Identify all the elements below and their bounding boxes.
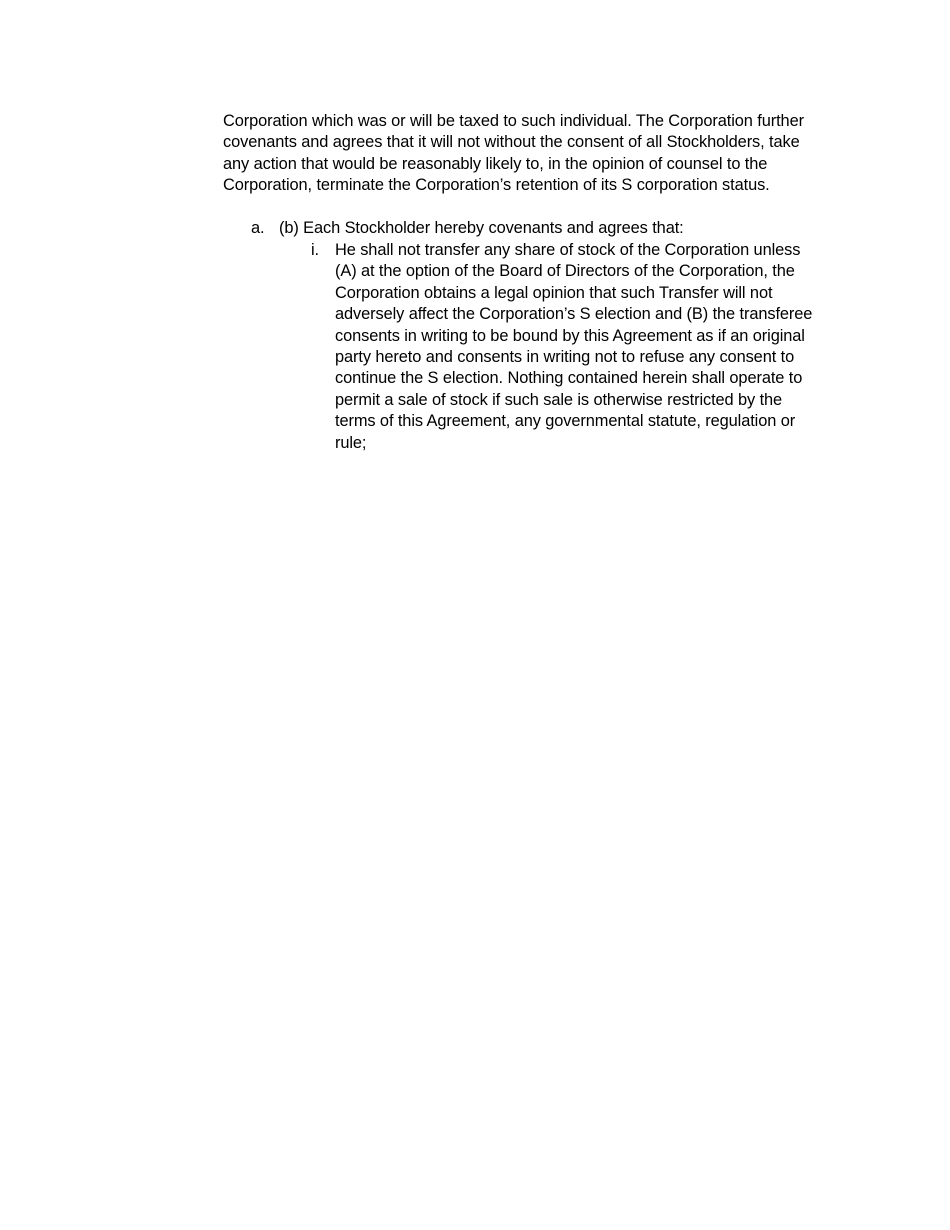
list-marker-a: a.	[251, 219, 265, 237]
paragraph-continued: Corporation which was or will be taxed to such individual. The Corporation further covenants and agrees that it will not without the consent of all Stockholders, take any action that would be reasonably likely to, in the opinion of counsel to the Corporation, terminate the Corporation’s retention of its S corporation status.	[223, 112, 804, 195]
list-item-i-text: He shall not transfer any share of stock of the Corporation unless (A) at the option of the Board of Directors of the Corporation, the Corporation obtains a legal opinion that such Transfer will not adversely affect the Corporation’s S election and (B) the transferee consents in writing to be bound by this Agreement as if an original party hereto and consents in writing not to refuse any consent to continue the S election. Nothing contained herein shall operate to permit a sale of stock if such sale is otherwise restricted by the terms of this Agreement, any governmental statute, regulation or rule;	[335, 241, 813, 452]
list-marker-i: i.	[311, 241, 319, 259]
list-item-a-text: (b) Each Stockholder hereby covenants and agrees that:	[279, 219, 684, 237]
